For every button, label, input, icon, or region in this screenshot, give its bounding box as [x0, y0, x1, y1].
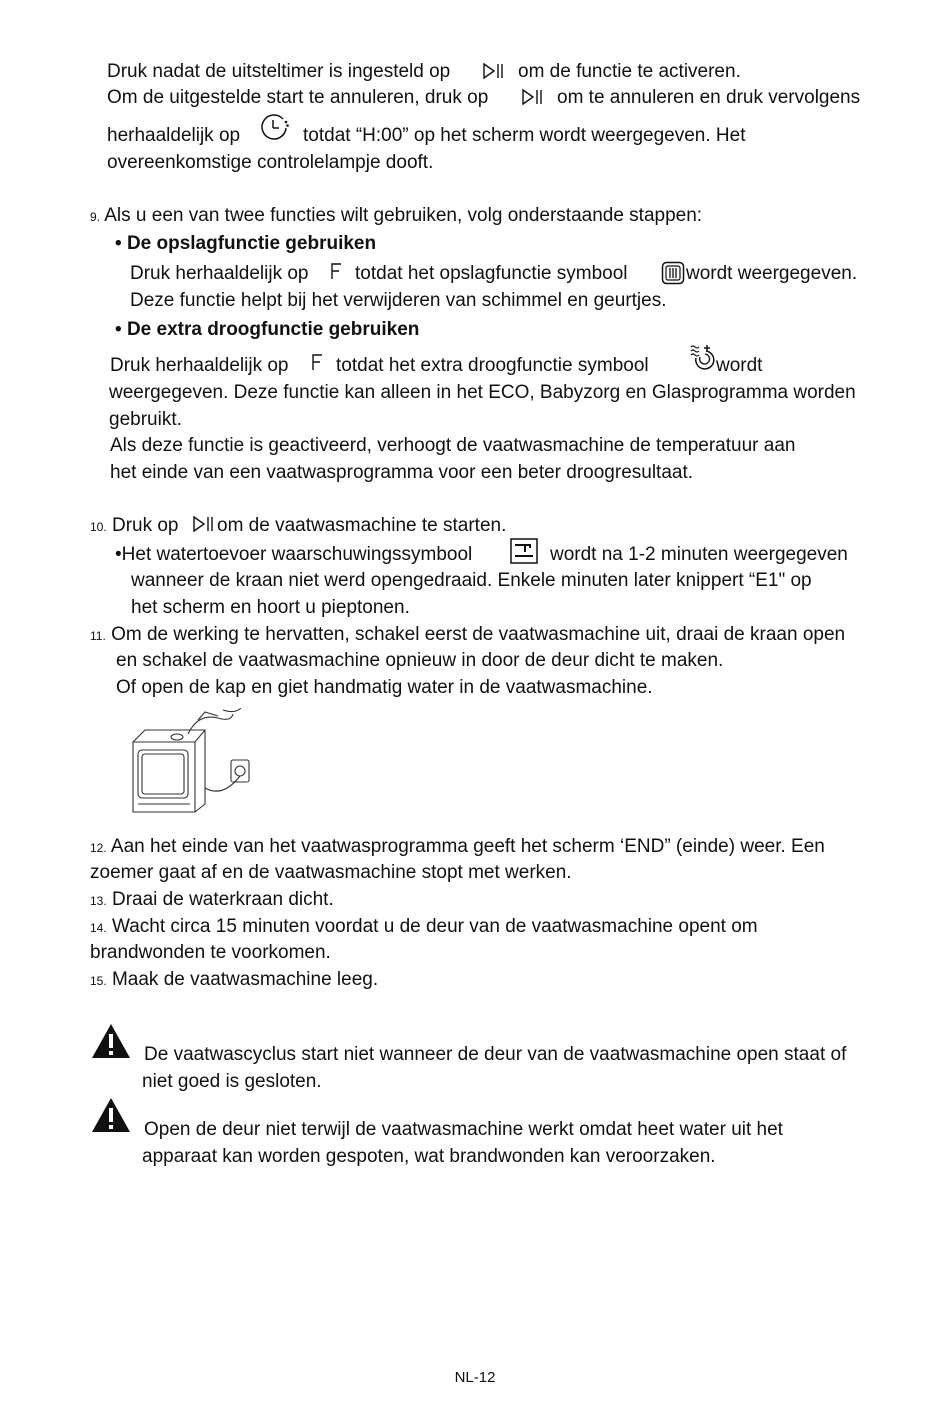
step8-line2a: Om de uitgestelde start te annuleren, druk op	[107, 87, 489, 108]
step11-line3: Of open de kap en giet handmatig water in de vaatwasmachine.	[116, 677, 653, 698]
warning2-line1: Open de deur niet terwijl de vaatwasmachine werkt omdat heet water uit het	[144, 1119, 783, 1140]
start-pause-icon	[482, 61, 506, 81]
step10-line1b: om de vaatwasmachine te starten.	[217, 515, 507, 536]
storage-line1c: wordt weergegeven.	[686, 263, 858, 284]
storage-line1a: Druk herhaaldelijk op	[130, 263, 309, 284]
step11-line2: en schakel de vaatwasmachine opnieuw in door de deur dicht te maken.	[116, 650, 724, 671]
dry-line2: weergegeven. Deze functie kan alleen in het ECO, Babyzorg en Glasprogramma worden	[109, 382, 856, 403]
dry-line1b: totdat het extra droogfunctie symbool	[336, 355, 649, 376]
step9-intro: 9. Als u een van twee functies wilt gebruiken, volg onderstaande stappen:	[90, 205, 703, 226]
step14-line1: 14. Wacht circa 15 minuten voordat u de deur van de vaatwasmachine opent om	[90, 916, 758, 937]
step-number: 14.	[90, 921, 107, 935]
dry-line5: het einde van een vaatwasprogramma voor een beter droogresultaat.	[110, 462, 694, 483]
step11-line1: 11. Om de werking te hervatten, schakel eerst de vaatwasmachine uit, draai de kraan open	[90, 624, 846, 645]
extra-dry-icon	[688, 343, 716, 371]
dry-line1c: wordt	[716, 355, 763, 376]
step10-line1a: 10. Druk op	[90, 515, 179, 536]
step15-line1: 15. Maak de vaatwasmachine leeg.	[90, 969, 379, 990]
water-warning-line3: het scherm en hoort u pieptonen.	[131, 597, 410, 618]
step13-line1: 13. Draai de waterkraan dicht.	[90, 889, 334, 910]
step-number: 9.	[90, 210, 101, 224]
start-pause-icon	[521, 87, 545, 107]
step-number: 15.	[90, 974, 107, 988]
step12-line1: 12. Aan het einde van het vaatwasprogramma geeft het scherm ‘END” (einde) weer. Een	[90, 836, 825, 857]
step-number: 13.	[90, 894, 107, 908]
water-warning-line2: wanneer de kraan niet werd opengedraaid. Enkele minuten later knippert “E1" op	[131, 570, 812, 591]
warning-triangle-icon	[90, 1022, 132, 1060]
warning1-line2: niet goed is gesloten.	[142, 1071, 322, 1092]
start-pause-icon	[192, 514, 216, 534]
step8-line3b: totdat “H:00” op het scherm wordt weergegeven. Het	[303, 125, 746, 146]
dry-line4: Als deze functie is geactiveerd, verhoogt de vaatwasmachine de temperatuur aan	[110, 435, 796, 456]
warning1-line1: De vaatwascyclus start niet wanneer de deur van de vaatwasmachine open staat of	[144, 1044, 847, 1065]
step-number: 11.	[90, 629, 106, 643]
function-f-icon	[310, 353, 324, 371]
step8-line2b: om te annuleren en druk vervolgens	[557, 87, 861, 108]
water-supply-warning-icon	[510, 538, 538, 564]
step-number: 10.	[90, 520, 107, 534]
page-number: NL-12	[454, 1369, 496, 1386]
warning-triangle-icon	[90, 1096, 132, 1134]
warning2-line2: apparaat kan worden gespoten, wat brandwonden kan veroorzaken.	[142, 1146, 716, 1167]
step8-line1b: om de functie te activeren.	[518, 61, 741, 82]
step12-line2: zoemer gaat af en de vaatwasmachine stopt met werken.	[90, 862, 572, 883]
delay-timer-clock-icon	[259, 112, 291, 142]
dry-line1a: Druk herhaaldelijk op	[110, 355, 289, 376]
step8-line3a: herhaaldelijk op	[107, 125, 241, 146]
dishwasher-fill-illustration	[123, 708, 258, 823]
step8-line1a: Druk nadat de uitsteltimer is ingesteld op	[107, 61, 451, 82]
water-warning-line1a: •Het watertoevoer waarschuwingssymbool	[115, 544, 473, 565]
storage-line1b: totdat het opslagfunctie symbool	[355, 263, 628, 284]
step-number: 12.	[90, 841, 107, 855]
step14-line2: brandwonden te voorkomen.	[90, 942, 331, 963]
storage-function-heading: • De opslagfunctie gebruiken	[115, 233, 377, 254]
storage-line2: Deze functie helpt bij het verwijderen van schimmel en geurtjes.	[130, 290, 667, 311]
dry-line3: gebruikt.	[109, 409, 182, 430]
step8-line4: overeenkomstige controlelampje dooft.	[107, 152, 434, 173]
storage-function-icon	[661, 261, 685, 285]
water-warning-line1b: wordt na 1-2 minuten weergegeven	[550, 544, 848, 565]
extra-dry-function-heading: • De extra droogfunctie gebruiken	[115, 319, 420, 340]
function-f-icon	[329, 262, 343, 280]
